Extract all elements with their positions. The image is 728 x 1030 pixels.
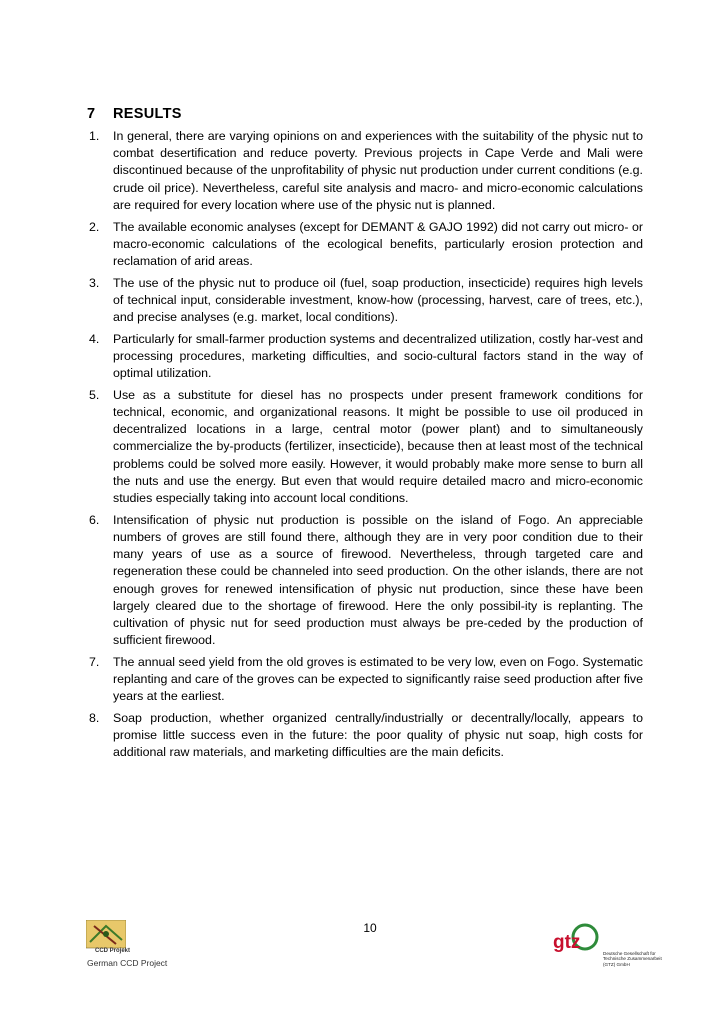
item-text: The annual seed yield from the old groves is estimated to be very low, even on Fogo. Systematic replanting and care of the groves can be expected to significantly raise seed production after five years at the earliest.	[113, 654, 643, 704]
item-text: Use as a substitute for diesel has no prospects under present framework conditions for technical, economic, and organizational reasons. It might be possible to use oil produced in decentralized locations in a large, central motor (power plant) and to simultaneously commercialize the by-products (fertilizer, insecticide), because then at least most of the technical problems could be solved more easily. However, it would probably make more sense to burn all the nuts and use the energy. But even that would require detailed macro and micro-economic studies especially taking into account local conditions.	[113, 387, 643, 506]
list-item	[87, 387, 643, 507]
item-text: Particularly for small-farmer production systems and decentralized utilization, costly har-vest and processing procedures, marketing difficulties, and socio-cultural factors stand in the way of optimal utilization.	[113, 331, 643, 381]
gtz-org-line-1: Deutsche Gesellschaft für	[603, 951, 656, 956]
list-item	[87, 219, 643, 271]
section-number: 7	[87, 106, 96, 122]
page-number: 10	[363, 921, 377, 935]
item-number: 5.	[89, 387, 100, 402]
list-item	[87, 331, 643, 383]
gtz-logo	[551, 922, 599, 956]
item-text: In general, there are varying opinions on and experiences with the suitability of the physic nut to combat desertification and reduce poverty. Previous projects in Cape Verde and Mali were discontinued because of the unprofitability of physic nut production under current conditions (e.g. crude oil price). Nevertheless, careful site analysis and macro- and micro-economic calculations are required for every location where use of the physic nut is planned.	[113, 129, 643, 212]
gtz-wordmark: gtz	[553, 932, 581, 953]
results-list	[87, 128, 643, 766]
footer-caption: German CCD Project	[87, 958, 168, 968]
list-item	[87, 654, 643, 706]
ccd-logo-text: CCD Projekt	[95, 948, 131, 954]
item-number: 2.	[89, 219, 100, 234]
item-text: Intensification of physic nut production is possible on the island of Fogo. An appreciable numbers of groves are still found there, although they are in very poor condition due to their many years of use as a source of firewood. Nevertheless, through targeted care and regeneration these could be channeled into seed production. On the other islands, there are not enough groves for renewed intensification of physic nut production, since these have been largely cleared due to the shortage of firewood. Here the only possibil-ity is replanting. The cultivation of physic nut for seed production must always be pre-ceded by the production of sufficient firewood.	[113, 512, 643, 648]
section-title: RESULTS	[113, 106, 182, 122]
gtz-org-line-2: Technische Zusammenarbeit (GTZ) GmbH	[603, 956, 662, 967]
list-item	[87, 128, 643, 214]
list-item	[87, 512, 643, 650]
item-text: The available economic analyses (except for DEMANT & GAJO 1992) did not carry out micro- or macro-economic calculations of the ecological benefits, particularly erosion protection and reclamation of arid areas.	[113, 219, 643, 268]
item-number: 6.	[89, 512, 100, 527]
item-text: Soap production, whether organized centrally/industrially or decentrally/locally, appears to promise little success even in the future: the poor quality of physic nut soap, high costs for additional raw materials, and marketing difficulties are the main deficits.	[113, 711, 643, 760]
section-heading	[87, 106, 182, 122]
list-item	[87, 710, 643, 762]
item-number: 4.	[89, 331, 100, 346]
list-item	[87, 275, 643, 327]
gtz-org-name	[603, 951, 663, 967]
item-number: 7.	[89, 654, 100, 669]
item-number: 3.	[89, 275, 100, 290]
item-text: The use of the physic nut to produce oil (fuel, soap production, insecticide) requires high levels of technical input, considerable investment, know-how (processing, harvest, care of trees, etc.), and precise analyses (e.g. market, local conditions).	[113, 275, 643, 325]
item-number: 8.	[89, 711, 100, 725]
item-number: 1.	[89, 129, 100, 143]
